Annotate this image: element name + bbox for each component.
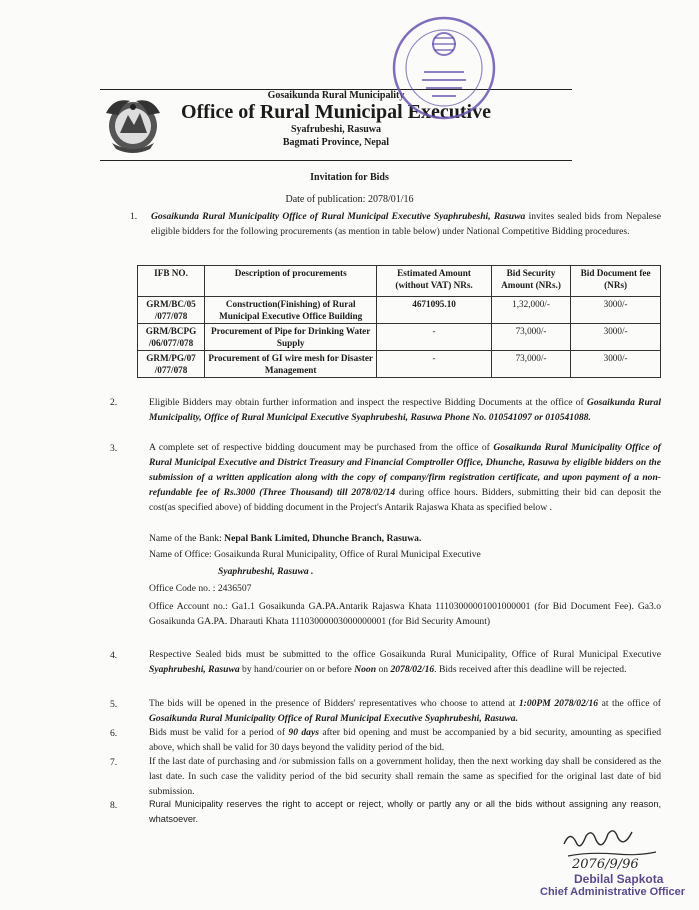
para-1 [151, 209, 661, 239]
para-4-time: Noon [354, 664, 377, 675]
cell-fee: 3000/- [571, 351, 661, 378]
cell-estimated: - [377, 351, 492, 378]
para-2-contact: Gosaikunda Rural Municipality, Office of Rural Municipal Executive Syaphrubeshi, Rasuwa Phone No. 010541097 or 010541088. [149, 397, 661, 423]
para-6-days: 90 days [288, 727, 319, 738]
address-line-1: Syafrubeshi, Rasuwa [290, 124, 382, 135]
para-4-text-a: Respective Sealed bids must be submitted to the office Gosaikunda Rural Municipality, Office of Rural Municipal Executive [149, 649, 661, 660]
cell-estimated: - [377, 324, 492, 351]
office-title: Office of Rural Municipal Executive [181, 101, 491, 123]
para-4-number: 4. [110, 650, 118, 661]
table-row [138, 324, 661, 351]
cell-description: Construction(Finishing) of Rural Municipal Executive Office Building [205, 297, 377, 324]
para-8: Rural Municipality reserves the right to accept or reject, wholly or partly any or all the bids without assigning any reason, whatsoever. [149, 799, 661, 824]
bids-table [137, 265, 661, 378]
cell-ifb: GRM/BC/05 /077/078 [138, 297, 205, 324]
para-5-text-b: at the office of [598, 698, 661, 709]
para-1-number: 1. [130, 211, 138, 222]
table-row [138, 351, 661, 378]
para-6-number: 6. [110, 728, 118, 739]
col-header-fee: Bid Document fee (NRs) [571, 266, 661, 297]
letterhead-box [100, 89, 572, 161]
signer-name: Debilal Sapkota [574, 872, 664, 886]
para-1-text: invites sealed bids from Nepalese eligible bidders for the following procurements (as mention in table below) under National Competitive Bidding procedures. [151, 211, 661, 237]
cell-ifb: GRM/BCPG /06/077/078 [138, 324, 205, 351]
col-header-description: Description of procurements [205, 266, 377, 297]
para-6-text-a: Bids must be valid for a period of [149, 727, 289, 738]
para-2 [149, 395, 661, 425]
cell-estimated: 4671095.10 [377, 297, 492, 324]
nepal-emblem-icon [100, 93, 165, 155]
para-3-number: 3. [110, 443, 118, 454]
para-7-number: 7. [110, 757, 118, 768]
office-code: Office Code no. : 2436507 [149, 583, 252, 594]
bank-value: Nepal Bank Limited, Dhunche Branch, Rasuwa. [224, 533, 422, 544]
para-1-org: Gosaikunda Rural Municipality Office of Rural Municipal Executive Syaphrubeshi, Rasuwa [151, 211, 526, 222]
para-3 [149, 440, 661, 515]
para-4-text-d: . Bids received after this deadline will be rejected. [434, 664, 627, 675]
bank-line [149, 531, 661, 546]
para-3-text-b: during office hours. Bidders, submitting their bid can deposit the cost(as specified above) of bidding document in the Project's Antarik Rajaswa Khata as specified below . [149, 487, 661, 513]
table-row [138, 297, 661, 324]
publication-date: Date of publication: 2078/01/16 [285, 194, 414, 205]
para-5 [149, 696, 661, 726]
office-location-value: Syaphrubeshi, Rasuwa . [218, 566, 314, 577]
official-stamp [388, 12, 500, 124]
para-4 [149, 647, 661, 677]
para-5-text-a: The bids will be opened in the presence of Bidders' representatives who choose to attend at [149, 698, 519, 709]
signer-title: Chief Administrative Officer [540, 886, 686, 898]
col-header-security: Bid Security Amount (NRs.) [491, 266, 570, 297]
bank-label: Name of the Bank: [149, 533, 225, 544]
para-4-text-c: on [376, 664, 391, 675]
office-name-line: Name of Office: Gosaikunda Rural Municipality, Office of Rural Municipal Executive [149, 549, 481, 560]
table-header-row [138, 266, 661, 297]
signature-date: 2076/9/96 [572, 857, 639, 872]
para-5-location: Gosaikunda Rural Municipality Office of Rural Municipal Executive Syaphrubeshi, Rasuwa. [149, 713, 518, 724]
para-4-date: 2078/02/16 [390, 664, 435, 675]
para-3-text-a: A complete set of respective bidding doucument may be purchased from the office of [149, 442, 494, 453]
col-header-ifb: IFB NO. [138, 266, 205, 297]
cell-description: Procurement of GI wire mesh for Disaster Management [205, 351, 377, 378]
col-header-estimated: Estimated Amount (without VAT) NRs. [377, 266, 492, 297]
para-5-time: 1:00PM 2078/02/16 [518, 698, 599, 709]
para-6 [149, 725, 661, 755]
cell-fee: 3000/- [571, 324, 661, 351]
para-7: If the last date of purchasing and /or submission falls on a government holiday, then the next working day shall be considered as the last date. In such case the validity period of the bid security shall remain the same as specified for the original last date of bid submission. [149, 756, 661, 797]
para-5-number: 5. [110, 699, 118, 710]
para-8-number: 8. [110, 800, 118, 811]
para-2-number: 2. [110, 397, 118, 408]
cell-security: 73,000/- [491, 324, 570, 351]
office-location [218, 564, 518, 579]
cell-security: 1,32,000/- [491, 297, 570, 324]
handwritten-signature [558, 826, 666, 872]
para-2-text: Eligible Bidders may obtain further information and inspect the respective Bidding Documents at the office of [149, 397, 587, 408]
cell-security: 73,000/- [491, 351, 570, 378]
cell-description: Procurement of Pipe for Drinking Water Supply [205, 324, 377, 351]
para-6-text-b: after bid opening and must be accompanied by a bid security, amounting as specified above, which shall be valid for 30 days beyond the validity period of the bid. [149, 727, 662, 753]
cell-fee: 3000/- [571, 297, 661, 324]
document-title: Invitation for Bids [310, 172, 389, 183]
org-name: Gosaikunda Rural Municipality [267, 90, 405, 101]
para-3-bold: Gosaikunda Rural Municipality Office of Rural Municipal Executive and District Treasury and Financial Comptroller Office, Dhunche, Rasuwa by eligible bidders on the submission of a written application along with the copy of company/firm registration certificate, and upon payment of a non-refundable fee of Rs.3000 (Three Thousand) till 2078/02/14 [149, 442, 661, 498]
cell-ifb: GRM/PG/07 /077/078 [138, 351, 205, 378]
account-info: Office Account no.: Ga1.1 Gosaikunda GA.PA.Antarik Rajaswa Khata 11103000001001000001 (for Bid Document Fee). Ga3.o Gosaikunda GA.PA. Dharauti Khata 11103000003000000001 (for Bid Security Amount) [149, 601, 661, 627]
address-line-2: Bagmati Province, Nepal [282, 137, 390, 148]
para-4-location: Syaphrubeshi, Rasuwa [149, 664, 240, 675]
para-4-text-b: by hand/courier on or before [239, 664, 355, 675]
